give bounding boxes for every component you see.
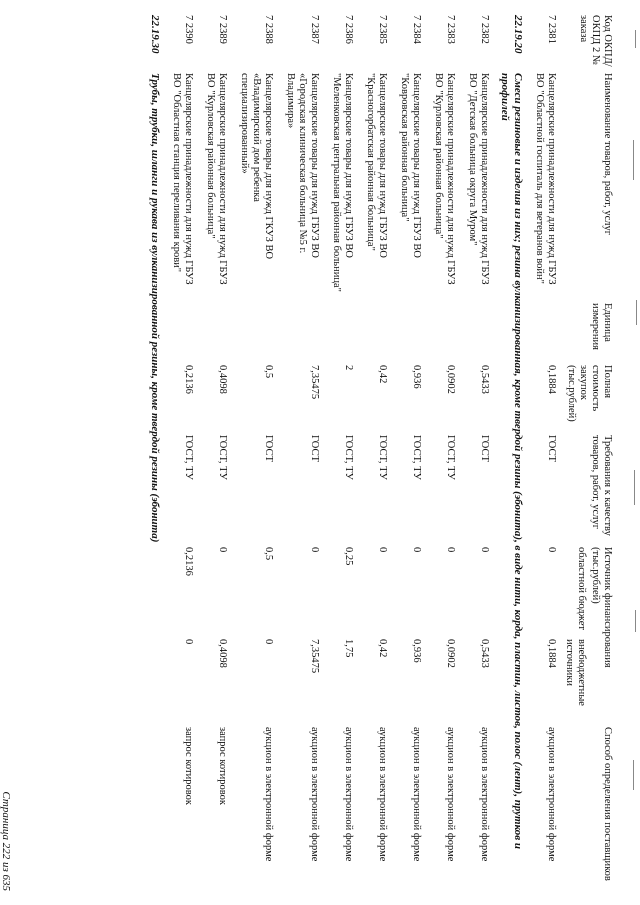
table-row (393, 12, 427, 892)
item-extra-budget: 0,0902 (445, 639, 456, 668)
item-regional-budget: 0,25 (343, 547, 354, 566)
item-method: аукцион в электронной форме (479, 727, 490, 862)
table-row (199, 12, 233, 892)
category-row (145, 12, 166, 892)
item-unit (427, 300, 461, 362)
item-name: Канцелярские товары для нужд ГБУЗ ВО «Городская клиническая больница №5 г. Владимира» (285, 73, 320, 259)
item-name: Канцелярские принадлежности для нужд ГБУЗ ВО "Детская больница округа Муром" (467, 73, 490, 285)
scan-noise-strip (626, 0, 640, 880)
page-footer: Страница 222 из 635 (0, 791, 12, 891)
item-method: аукцион в электронной форме (377, 727, 388, 862)
table-row (427, 12, 461, 892)
header-code: Код ОКПД/ ОКПД 2 № заказа (578, 15, 613, 67)
item-unit (461, 300, 495, 362)
item-regional-budget: 0 (377, 547, 388, 553)
order-code: 7 2381 (546, 15, 557, 44)
item-method: аукцион в электронной форме (445, 727, 456, 862)
item-cost: 2 (343, 365, 354, 371)
item-unit (393, 300, 427, 362)
header-method: Способ определения поставщиков (602, 727, 613, 881)
table-row (528, 12, 562, 892)
item-name: Канцелярские товары для нужд ГБУЗ ВО "Красногорбатская районная больница" (365, 73, 388, 259)
category-code: 22.19.30 (149, 15, 161, 54)
item-regional-budget: 0 (411, 547, 422, 553)
item-quality: ГОСТ (546, 435, 557, 462)
table-body (145, 12, 563, 892)
item-quality: ГОСТ, ТУ (343, 435, 354, 480)
item-quality: ГОСТ, ТУ (445, 435, 456, 480)
header-funding: Источник финансирования (тыс.рублей) (590, 547, 613, 668)
item-cost: 0,2136 (183, 365, 194, 394)
order-code: 7 2389 (217, 15, 228, 44)
order-code: 7 2385 (377, 15, 388, 44)
item-cost: 0,4098 (217, 365, 228, 394)
item-method: аукцион в электронной форме (546, 727, 557, 862)
item-method: аукцион в электронной форме (411, 727, 422, 862)
item-extra-budget: 0,5433 (479, 639, 490, 668)
item-regional-budget: 0,2136 (183, 547, 194, 576)
item-unit (279, 300, 325, 362)
item-cost: 0,5433 (479, 365, 490, 394)
procurement-table (145, 12, 615, 892)
item-method: аукцион в электронной форме (309, 727, 320, 862)
item-regional-budget: 0 (309, 547, 320, 553)
item-cost: 0,936 (411, 365, 422, 389)
item-unit (165, 300, 199, 362)
item-quality: ГОСТ, ТУ (183, 435, 194, 480)
item-extra-budget: 0,1884 (546, 639, 557, 668)
table-row (359, 12, 393, 892)
item-cost: 0,0902 (445, 365, 456, 394)
header-cost: Полная стоимость закупок (тыс.рублей) (566, 365, 613, 422)
table-row (279, 12, 325, 892)
item-regional-budget: 0 (546, 547, 557, 553)
table-row (165, 12, 199, 892)
item-unit (325, 300, 359, 362)
item-extra-budget: 1,75 (343, 639, 354, 658)
header-extra-budget: внебюджетные источники (564, 639, 587, 706)
item-name: Канцелярские принадлежности для нужд ГБУЗ ВО "Областной госпиталь для ветеранов войн" (534, 73, 557, 285)
item-name: Канцелярские принадлежности для нужд ГБУЗ ВО "Курловская районная больница" (433, 73, 456, 285)
table-row (325, 12, 359, 892)
item-extra-budget: 7,35475 (309, 639, 320, 674)
procurement-plan-sheet (34, 12, 614, 892)
item-name: Канцелярские товары для нужд ГКУЗ ВО «Владимирский дом ребенка специализированный» (239, 73, 274, 260)
item-extra-budget: 0,42 (377, 639, 388, 658)
category-title: Смеси резиновые и изделия из них; резина вулканизированная, кроме твердой резины (эбонита), в виде нити, корда, пластин, листов, полос (лент), прутков и профилей (499, 73, 524, 850)
header-unit: Единица измерения (590, 303, 613, 350)
item-name: Канцелярские принадлежности для нужд ГБУЗ ВО "Областная станция переливания крови" (171, 73, 194, 285)
header-quality: Требования к качеству товаров, работ, услуг (590, 435, 613, 536)
item-quality: ГОСТ (263, 435, 274, 462)
category-code: 22.19.20 (512, 15, 524, 54)
item-name: Канцелярские товары для нужд ГБУЗ ВО "Меленковская центральная районная больница" (331, 73, 354, 292)
item-regional-budget: 0 (445, 547, 456, 553)
item-extra-budget: 0 (183, 639, 194, 645)
order-code: 7 2383 (445, 15, 456, 44)
order-code: 7 2386 (343, 15, 354, 44)
order-code: 7 2390 (183, 15, 194, 44)
item-cost: 0,1884 (546, 365, 557, 394)
item-quality: ГОСТ, ТУ (217, 435, 228, 480)
category-title: Трубы, трубки, шланги и рукава из вулканизированной резины, кроме твердой резины (эбонита) (149, 73, 161, 543)
item-extra-budget: 0 (263, 639, 274, 645)
category-row (495, 12, 528, 892)
item-quality: ГОСТ, ТУ (411, 435, 422, 480)
item-method: запрос котировок (183, 727, 194, 805)
order-code: 7 2382 (479, 15, 490, 44)
item-regional-budget: 0 (217, 547, 228, 553)
order-code: 7 2388 (263, 15, 274, 44)
item-quality: ГОСТ, ТУ (377, 435, 388, 480)
item-name: Канцелярские товары для нужд ГБУЗ ВО "Ковровская районная больница" (399, 73, 422, 259)
item-quality: ГОСТ (479, 435, 490, 462)
item-extra-budget: 0,4098 (217, 639, 228, 668)
item-cost: 7,35475 (309, 365, 320, 400)
order-code: 7 2387 (309, 15, 320, 44)
item-quality: ГОСТ (309, 435, 320, 462)
header-name: Наименование товаров, работ, услуг (602, 73, 613, 236)
item-name: Канцелярские принадлежности для нужд ГБУЗ ВО "Курловская районная больница" (205, 73, 228, 285)
item-unit (528, 300, 562, 362)
order-code: 7 2384 (411, 15, 422, 44)
item-cost: 0,42 (377, 365, 388, 384)
item-unit (233, 300, 279, 362)
item-extra-budget: 0,936 (411, 639, 422, 663)
item-method: аукцион в электронной форме (263, 727, 274, 862)
header-regional-budget: областной бюджет (576, 547, 587, 630)
item-cost: 0,5 (263, 365, 274, 379)
item-unit (359, 300, 393, 362)
item-regional-budget: 0 (479, 547, 490, 553)
table-row (461, 12, 495, 892)
item-unit (199, 300, 233, 362)
item-method: запрос котировок (217, 727, 228, 805)
item-method: аукцион в электронной форме (343, 727, 354, 862)
item-regional-budget: 0,5 (263, 547, 274, 561)
table-row (233, 12, 279, 892)
header-row (588, 12, 614, 892)
